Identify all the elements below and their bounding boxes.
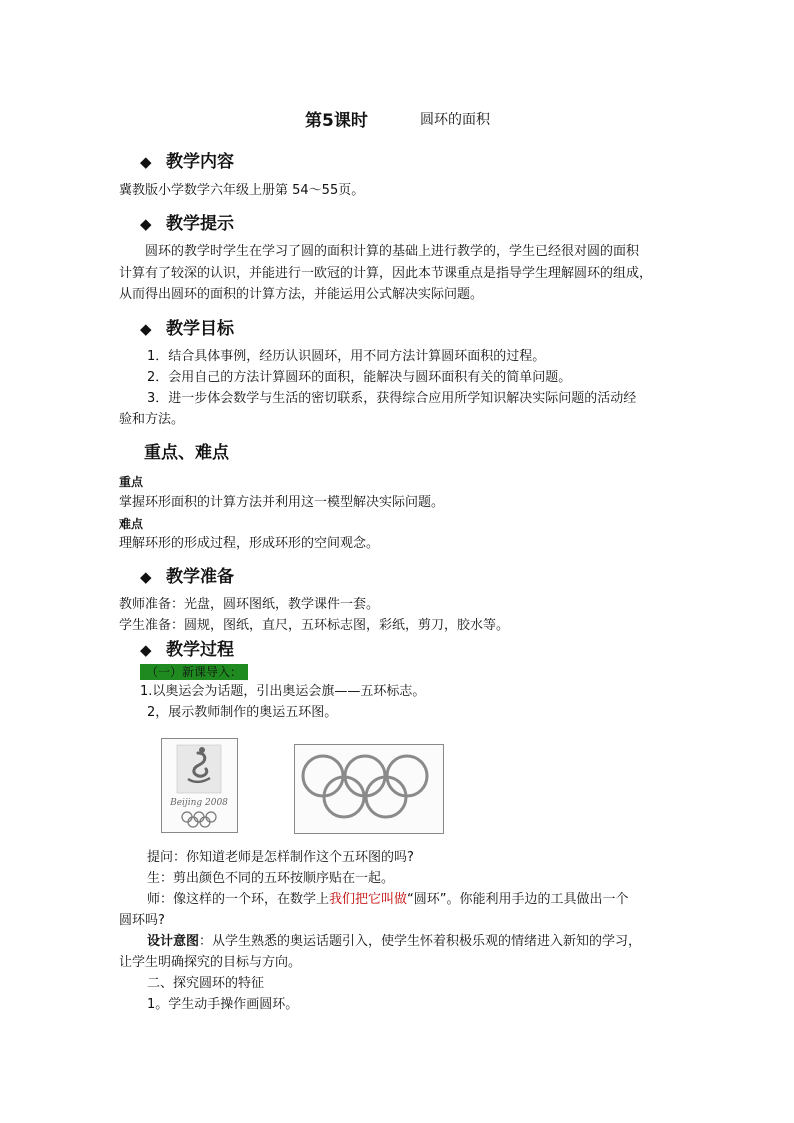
step1-label: （一）新课导入：: [140, 664, 248, 680]
diamond-bullet-icon: ◆: [140, 153, 152, 171]
prep-teacher: 教师准备：光盘，圆环图纸，教学课件一套。: [119, 597, 380, 612]
dialog-teacher: 师：像这样的一个环，在数学上我们把它叫做“圆环”。你能利用手边的工具做出一个: [147, 892, 629, 907]
lesson-number: 第5课时: [305, 111, 368, 131]
prep-student: 学生准备：圆规，图纸，直尺，五环标志图，彩纸，剪刀，胶水等。: [119, 618, 510, 633]
heading-content: ◆ 教学内容: [140, 152, 234, 172]
design-intent: 设计意图：从学生熟悉的奥运话题引入，使学生怀着积极乐观的情绪进入新知的学习，: [147, 934, 642, 949]
key-label: 重点: [119, 475, 144, 489]
heading-preparation: ◆ 教学准备: [140, 567, 234, 587]
diamond-bullet-icon: ◆: [140, 320, 152, 338]
goal-line-1: 1．结合具体事例，经历认识圆环，用不同方法计算圆环面积的过程。: [147, 349, 546, 364]
difficult-text: 理解环形的形成过程，形成环形的空间观念。: [119, 536, 380, 551]
diamond-bullet-icon: ◆: [140, 215, 152, 233]
content-text: 冀教版小学数学六年级上册第 54～55页。: [119, 183, 365, 198]
hint-line-2: 计算有了较深的认识，并能进行一欧冠的计算，因此本节课重点是指导学生理解圆环的组成，: [119, 266, 653, 281]
highlighted-phrase: 我们把它叫做: [329, 892, 408, 907]
heading-hint: ◆ 教学提示: [140, 214, 234, 234]
diamond-bullet-icon: ◆: [140, 568, 152, 586]
lesson-topic: 圆环的面积: [420, 112, 490, 128]
process-line-2: 2，展示教师制作的奥运五环图。: [147, 705, 338, 720]
heading-keypoints: 重点、难点: [144, 443, 229, 463]
part2-item1: 1。学生动手操作画圆环。: [147, 997, 299, 1012]
part2-heading: 二、探究圆环的特征: [147, 976, 265, 991]
beijing-logo-icon: [162, 739, 237, 832]
diamond-bullet-icon: ◆: [140, 641, 152, 659]
beijing-logo-image: [161, 738, 238, 833]
goal-line-3: 3．进一步体会数学与生活的密切联系，获得综合应用所学知识解决实际问题的活动经: [147, 391, 637, 406]
olympic-rings-icon: [295, 745, 443, 833]
key-text: 掌握环形面积的计算方法并利用这一模型解决实际问题。: [119, 495, 445, 510]
heading-goals: ◆ 教学目标: [140, 319, 234, 339]
svg-text:Beijing 2008: Beijing 2008: [170, 798, 228, 808]
dialog-student: 生：剪出颜色不同的五环按顺序贴在一起。: [147, 871, 395, 886]
process-line-1: 1.以奥运会为话题，引出奥运会旗——五环标志。: [140, 684, 426, 699]
hint-line-3: 从而得出圆环的面积的计算方法，并能运用公式解决实际问题。: [119, 287, 484, 302]
goal-line-4: 验和方法。: [119, 412, 185, 427]
design-intent-line2: 让学生明确探究的目标与方向。: [119, 955, 302, 970]
process-step1-highlight: [140, 661, 248, 680]
dialog-question: 提问：你知道老师是怎样制作这个五环图的吗?: [147, 850, 414, 865]
design-label: 设计意图: [147, 934, 200, 949]
hint-line-1: 圆环的教学时学生在学习了圆的面积计算的基础上进行教学的，学生已经很对圆的面积: [145, 244, 640, 259]
olympic-rings-image: [294, 744, 444, 834]
goal-line-2: 2．会用自己的方法计算圆环的面积，能解决与圆环面积有关的简单问题。: [147, 370, 572, 385]
dialog-teacher-line2: 圆环吗?: [119, 913, 165, 928]
heading-process: ◆ 教学过程: [140, 640, 234, 660]
difficult-label: 难点: [119, 517, 144, 531]
